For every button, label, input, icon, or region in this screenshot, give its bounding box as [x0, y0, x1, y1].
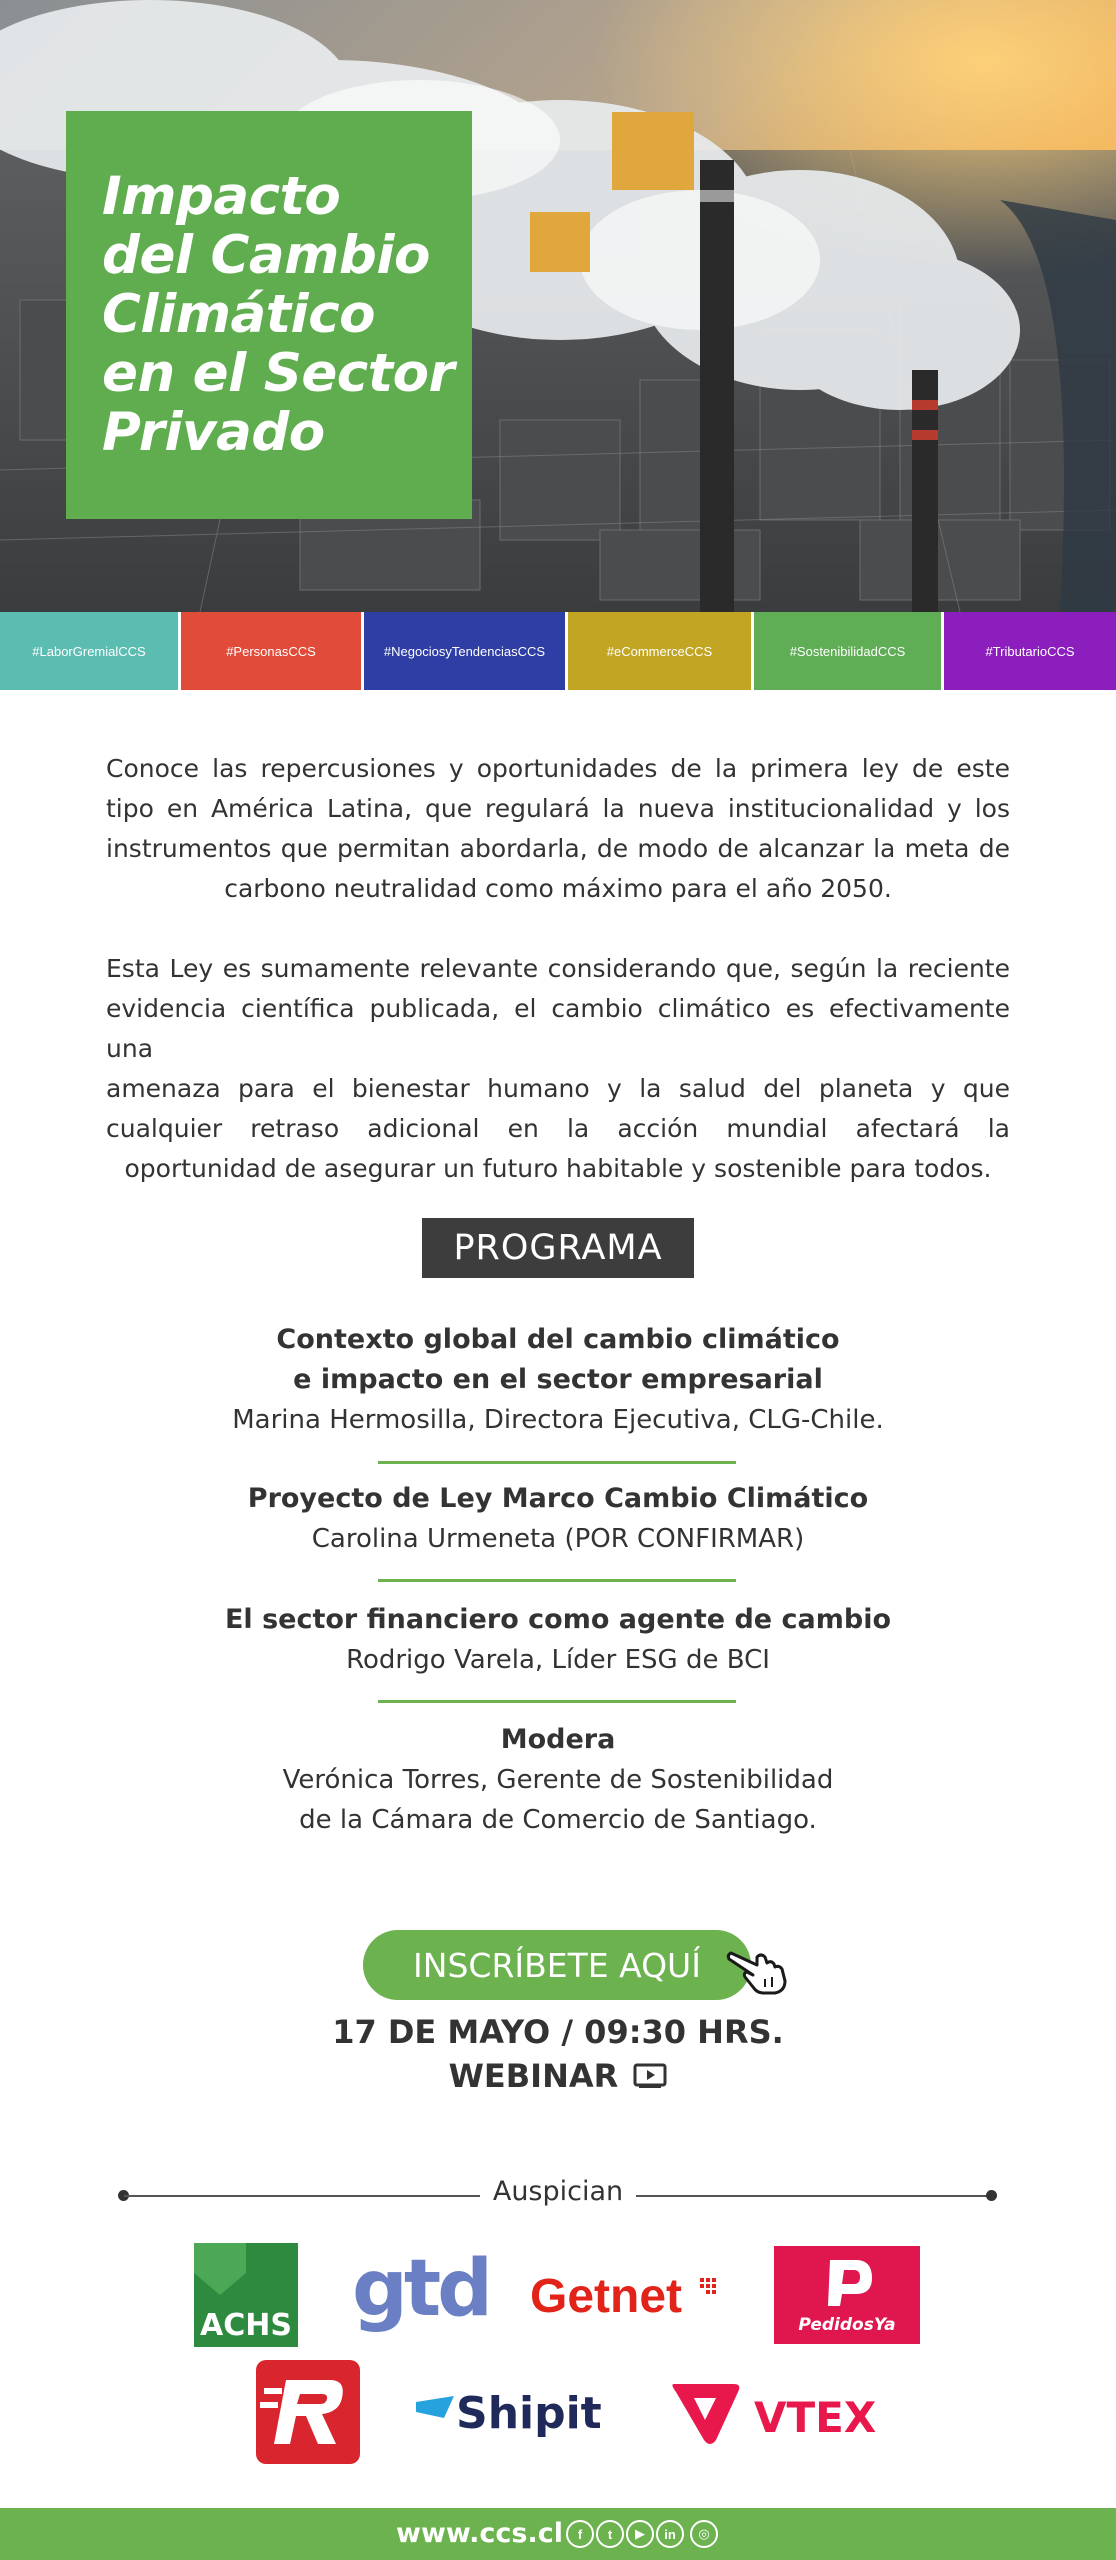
agenda-item-3 — [0, 1600, 1116, 1680]
programa-label: PROGRAMA — [453, 1228, 663, 1268]
pointing-hand-icon — [727, 1943, 791, 1997]
agenda-title: Contexto global del cambio climático — [276, 1324, 840, 1355]
agenda-title: Proyecto de Ley Marco Cambio Climático — [247, 1483, 869, 1514]
event-format-label: WEBINAR — [448, 2057, 619, 2095]
text-line: cualquier retraso adicional en la acción mundial afectará la — [106, 1114, 1010, 1143]
hashtag-bar — [0, 612, 1116, 690]
divider — [378, 1579, 736, 1582]
r-brand-logo — [256, 2360, 360, 2464]
programa-heading — [422, 1218, 694, 1278]
gtd-logo — [350, 2244, 489, 2341]
text-line: Esta Ley es sumamente relevante considerando que, según la reciente — [106, 954, 1010, 983]
gtd-logo-text: gtd — [352, 2244, 489, 2334]
register-button-label: INSCRÍBETE AQUÍ — [413, 1945, 701, 1985]
tag-labor-gremial[interactable] — [0, 612, 181, 690]
agenda-speaker: Rodrigo Varela, Líder ESG de BCI — [346, 1645, 770, 1675]
agenda-title: El sector financiero como agente de cambio — [224, 1604, 892, 1635]
linkedin-icon[interactable]: in — [656, 2520, 684, 2548]
tag-personas[interactable] — [181, 612, 364, 690]
tag-label: #SostenibilidadCCS — [789, 643, 906, 659]
divider — [124, 2195, 480, 2197]
register-button[interactable] — [363, 1930, 751, 2000]
sponsors-heading: Auspician — [492, 2176, 624, 2207]
agenda-item-1 — [0, 1320, 1116, 1440]
text-line: evidencia científica publicada, el cambio climático es efectivamente una — [106, 994, 1010, 1063]
divider — [378, 1461, 736, 1464]
divider — [378, 1700, 736, 1703]
hero-banner — [0, 0, 1116, 612]
facebook-icon[interactable]: f — [566, 2520, 594, 2548]
pedidosya-logo-text: PedidosYa — [798, 2315, 896, 2335]
text-line: oportunidad de asegurar un futuro habitable y sostenible para todos. — [124, 1154, 992, 1183]
agenda-title: e impacto en el sector empresarial — [293, 1364, 823, 1395]
accent-square — [612, 112, 694, 190]
agenda-title: Modera — [500, 1724, 616, 1755]
text-line: instrumentos que permitan abordarla, de modo de alcanzar la meta de — [106, 834, 1010, 863]
getnet-logo — [530, 2266, 720, 2326]
agenda-item-2 — [0, 1479, 1116, 1559]
title-line: Privado — [102, 402, 325, 463]
agenda-item-4 — [0, 1720, 1116, 1840]
website-link[interactable]: www.ccs.cl — [396, 2518, 563, 2549]
youtube-icon[interactable]: ▶ — [626, 2520, 654, 2548]
intro-paragraph-1 — [106, 749, 1010, 909]
tag-label: #LaborGremialCCS — [32, 643, 146, 659]
event-format — [0, 2057, 1116, 2095]
title-line: Climático — [102, 284, 376, 345]
tag-label: #NegociosyTendenciasCCS — [383, 643, 546, 659]
getnet-logo-text: Getnet — [530, 2270, 683, 2323]
instagram-icon[interactable]: ◎ — [690, 2520, 718, 2548]
shipit-logo — [414, 2382, 620, 2442]
twitter-icon[interactable]: t — [596, 2520, 624, 2548]
tag-negocios-tendencias[interactable] — [364, 612, 568, 690]
pedidosya-logo — [774, 2246, 920, 2344]
agenda-speaker: Verónica Torres, Gerente de Sostenibilidad — [282, 1765, 834, 1795]
text-line: tipo en América Latina, que regulará la nueva institucionalidad y los — [106, 794, 1010, 823]
text-line: carbono neutralidad como máximo para el año 2050. — [224, 874, 892, 903]
agenda-speaker: Marina Hermosilla, Directora Ejecutiva, CLG-Chile. — [232, 1405, 884, 1435]
title-line: del Cambio — [102, 225, 430, 286]
tag-label: #PersonasCCS — [226, 643, 316, 659]
tag-label: #TributarioCCS — [985, 643, 1075, 659]
achs-logo-text: ACHS — [200, 2308, 292, 2343]
page-title — [102, 167, 472, 462]
tag-label: #eCommerceCCS — [606, 643, 713, 659]
tag-sostenibilidad[interactable] — [754, 612, 944, 690]
accent-square — [530, 212, 590, 272]
event-date: 17 DE MAYO / 09:30 HRS. — [332, 2013, 784, 2051]
agenda-speaker: Carolina Urmeneta (POR CONFIRMAR) — [311, 1524, 805, 1554]
text-line: amenaza para el bienestar humano y la salud del planeta y que — [106, 1074, 1010, 1103]
tag-tributario[interactable] — [944, 612, 1116, 690]
tag-ecommerce[interactable] — [568, 612, 754, 690]
agenda-speaker: de la Cámara de Comercio de Santiago. — [299, 1805, 817, 1835]
footer — [0, 2508, 1116, 2560]
title-box — [66, 111, 472, 519]
divider — [636, 2195, 992, 2197]
intro-paragraph-2 — [106, 949, 1010, 1189]
decorative-dot — [986, 2190, 997, 2201]
title-line: en el Sector — [102, 343, 455, 404]
text-line: Conoce las repercusiones y oportunidades de la primera ley de este — [106, 754, 1010, 783]
vtex-logo — [672, 2380, 877, 2450]
shipit-logo-text: Shipit — [456, 2388, 602, 2439]
vtex-logo-text: VTEX — [754, 2393, 877, 2442]
webinar-video-icon — [633, 2063, 667, 2089]
achs-logo — [194, 2243, 298, 2347]
title-line: Impacto — [102, 166, 341, 227]
